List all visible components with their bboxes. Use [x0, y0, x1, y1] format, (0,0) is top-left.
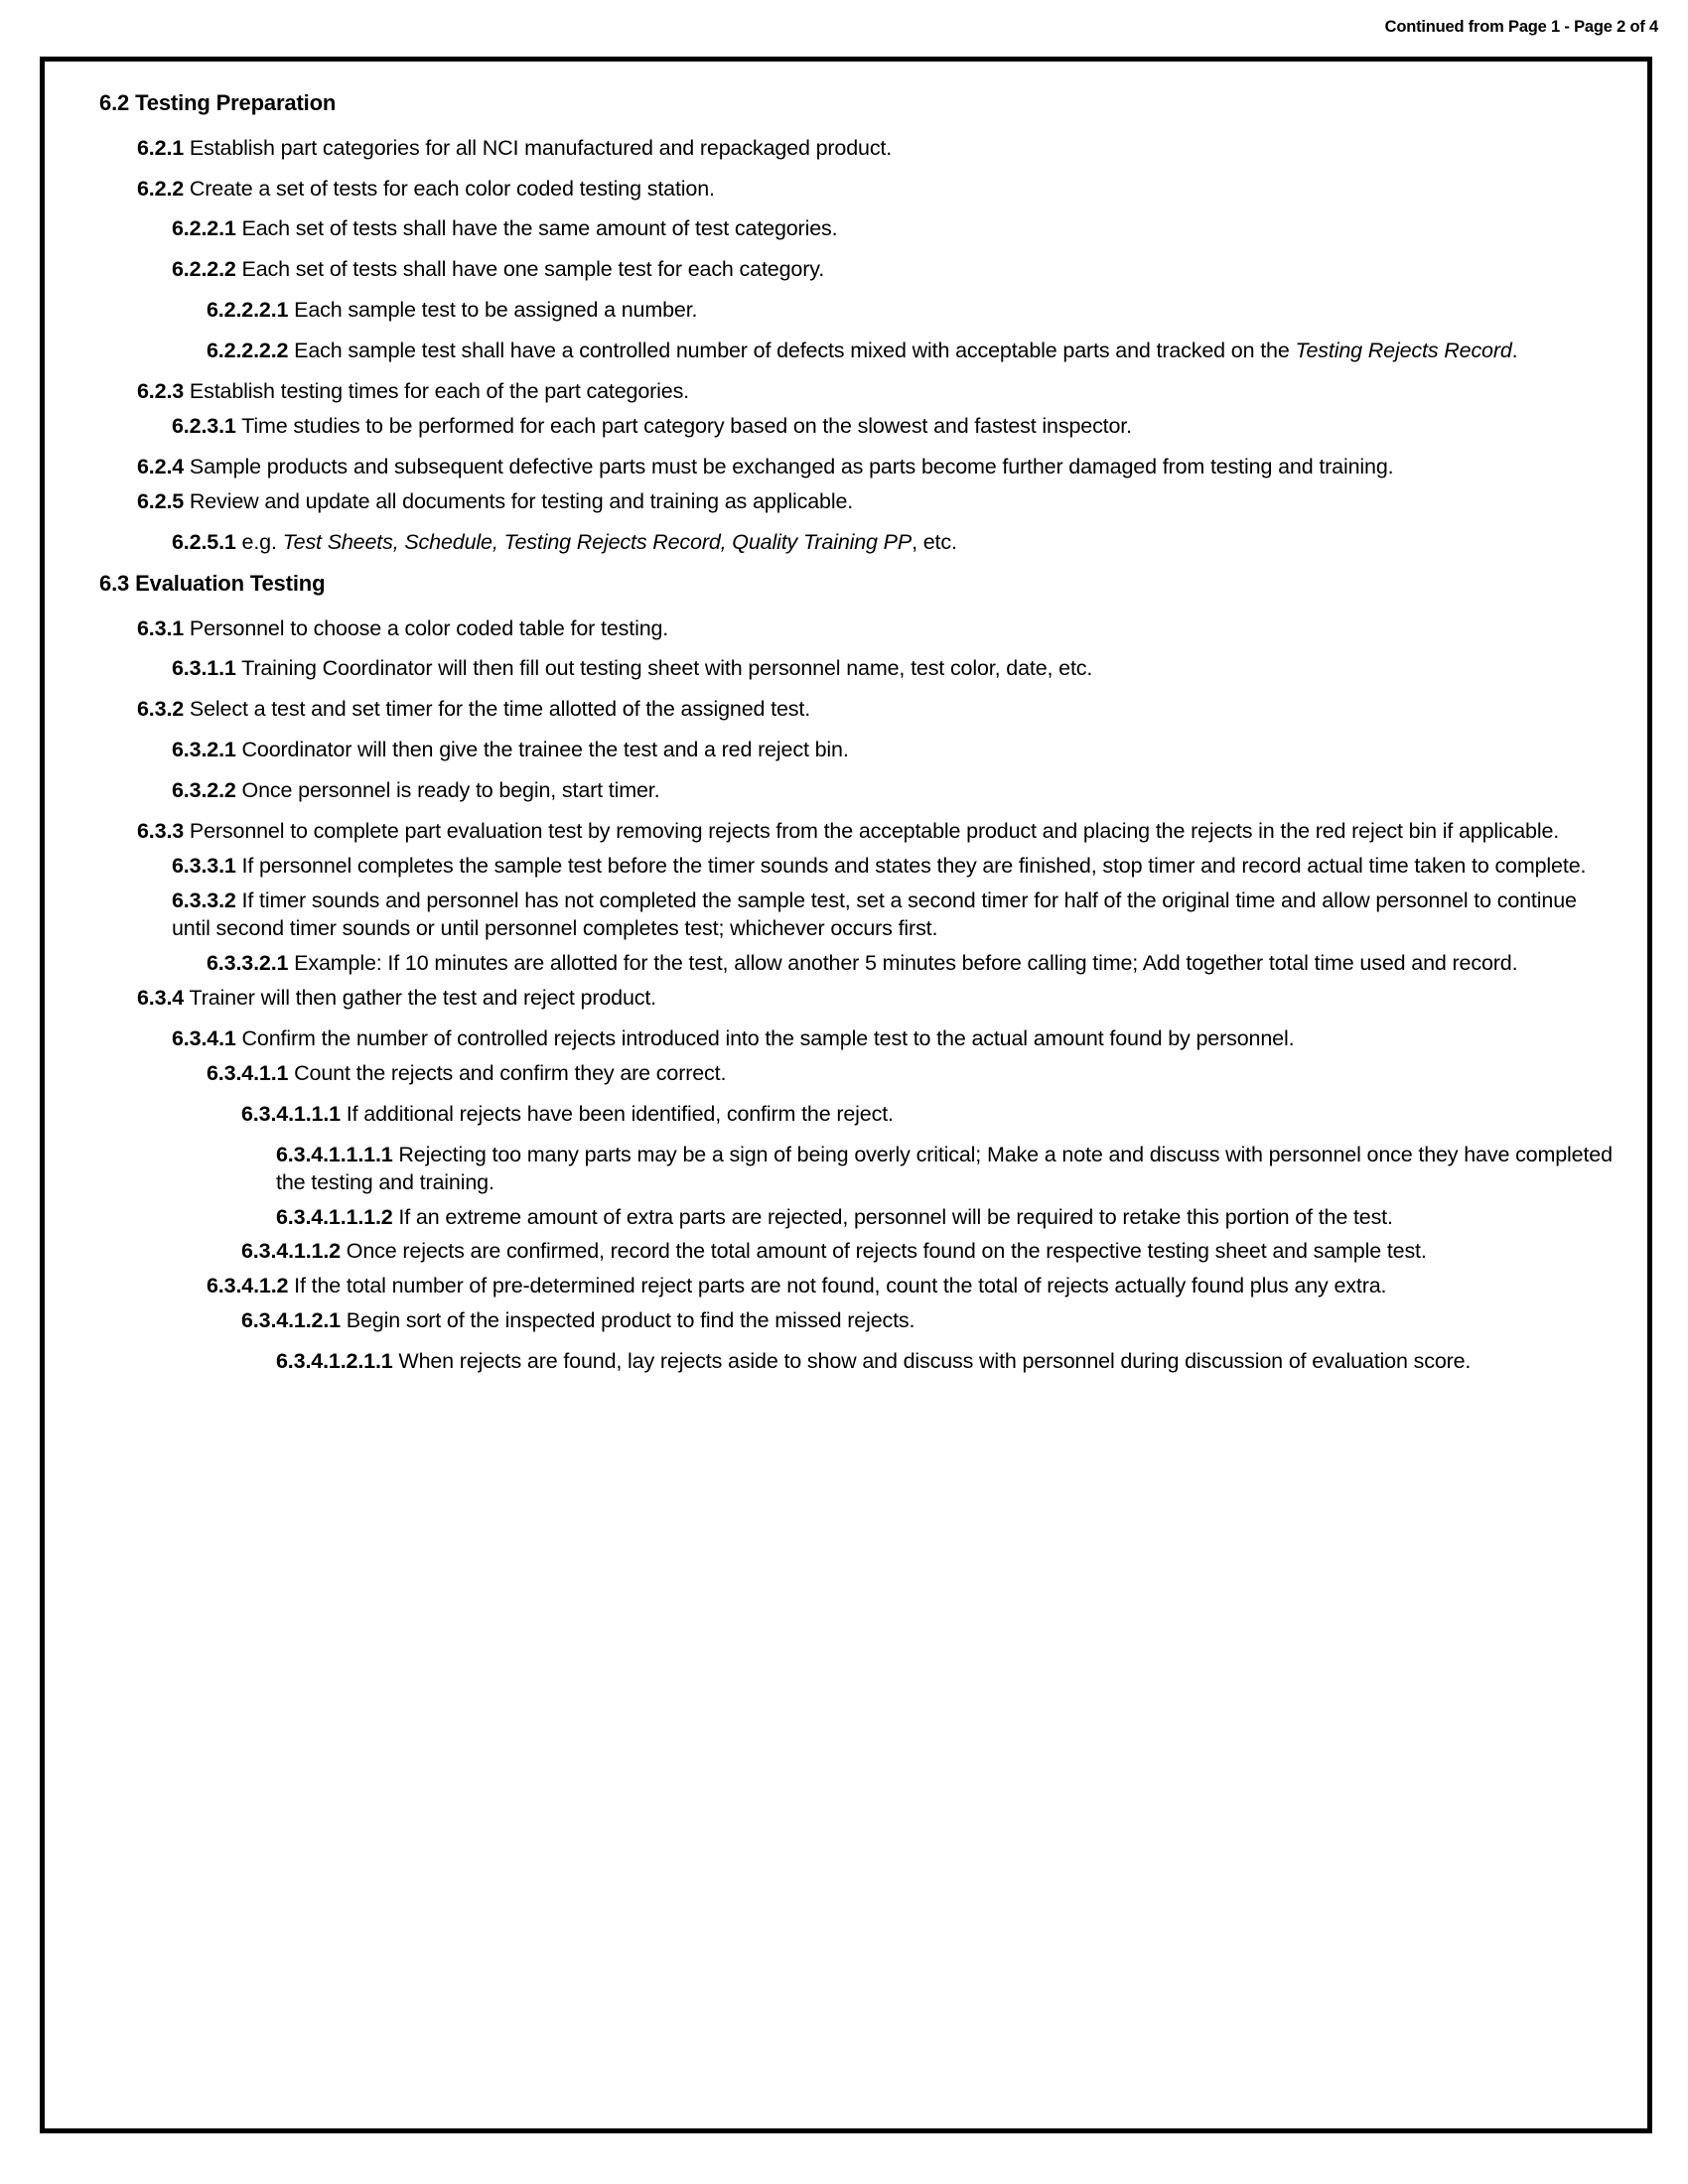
clause-text: Confirm the number of controlled rejects introduced into the sample test to the actual amount found by personnel.: [241, 1025, 1295, 1050]
page-header-continued-note: Continued from Page 1 - Page 2 of 4: [1384, 18, 1658, 36]
clause-number: 6.2.3.1: [172, 414, 236, 439]
section-clause: [77, 1060, 1615, 1088]
clause-number: 6.3.4: [137, 985, 185, 1010]
clause-text: If additional rejects have been identified, confirm the reject.: [346, 1101, 894, 1126]
clause-text: If timer sounds and personnel has not completed the sample test, set a second timer for half of the original time and allow personnel to continue until second timer sounds or until personnel completes test; whichever occurs first.: [172, 888, 1577, 940]
clause-text: e.g.: [241, 529, 283, 554]
clause-number: 6.2.2.2.1: [207, 298, 289, 323]
section-clause: [77, 1101, 1615, 1129]
clause-number: 6.3.4.1.1: [207, 1060, 289, 1085]
clause-text: Establish part categories for all NCI manufactured and repackaged product.: [189, 135, 893, 160]
clause-number: 6.3.3.1: [172, 854, 236, 879]
clause-text: Each set of tests shall have one sample test for each category.: [241, 257, 825, 282]
clause-text: Rejecting too many parts may be a sign of being overly critical; Make a note and discuss with personnel once they have completed the testing and training.: [276, 1142, 1613, 1194]
section-clause: [77, 655, 1615, 683]
section-clause: [77, 256, 1615, 284]
clause-text: Each sample test to be assigned a number.: [294, 298, 698, 323]
clause-text: If the total number of pre-determined reject parts are not found, count the total of rejects actually found plus any extra.: [294, 1274, 1387, 1298]
clause-number: 6.3.4.1.1.1: [241, 1101, 341, 1126]
section-clause: [77, 1142, 1615, 1197]
clause-text: Once personnel is ready to begin, start timer.: [241, 778, 660, 803]
clause-number: 6.3: [99, 570, 130, 596]
clause-text: When rejects are found, lay rejects aside to show and discuss with personnel during discussion of evaluation score.: [398, 1349, 1472, 1374]
section-clause: [77, 950, 1615, 978]
section-clause: [77, 615, 1615, 643]
section-clause: [77, 1025, 1615, 1053]
clause-number: 6.2.2.2.2: [207, 339, 289, 363]
clause-text: Testing Preparation: [135, 90, 337, 115]
clause-text: If personnel completes the sample test before the timer sounds and states they are finished, stop timer and record actual time taken to complete.: [241, 854, 1587, 879]
section-clause: [77, 413, 1615, 441]
section-clause: [77, 696, 1615, 724]
clause-text: Once rejects are confirmed, record the total amount of rejects found on the respective testing sheet and sample test.: [346, 1239, 1427, 1264]
clause-number: 6.2.2: [137, 176, 185, 201]
clause-text: Time studies to be performed for each part category based on the slowest and fastest inspector.: [241, 414, 1132, 439]
clause-text-trailing: , etc.: [912, 529, 957, 554]
clause-number: 6.2.4: [137, 455, 185, 479]
clause-number: 6.3.2.1: [172, 738, 236, 762]
clause-text: Personnel to complete part evaluation test by removing rejects from the acceptable product and placing the rejects in the red reject bin if applicable.: [189, 819, 1560, 844]
clause-text: Create a set of tests for each color coded testing station.: [189, 176, 715, 201]
clause-number: 6.3.4.1.1.1.1: [276, 1142, 393, 1166]
section-clause: [77, 215, 1615, 243]
clause-text: Each sample test shall have a controlled number of defects mixed with acceptable parts and tracked on the: [294, 339, 1296, 363]
section-clause: [77, 1348, 1615, 1376]
section-heading: [77, 570, 1615, 599]
clause-text: Example: If 10 minutes are allotted for the test, allow another 5 minutes before calling time; Add together total time used and record.: [294, 950, 1518, 975]
clause-text: Count the rejects and confirm they are correct.: [294, 1060, 727, 1085]
section-clause: [77, 297, 1615, 325]
clause-number: 6.2.2.1: [172, 216, 236, 241]
clause-number: 6.3.3.2.1: [207, 950, 289, 975]
clause-number: 6.2.5.1: [172, 529, 236, 554]
section-heading: [77, 89, 1615, 118]
clause-number: 6.2.3: [137, 379, 185, 404]
clause-number: 6.2.1: [137, 135, 185, 160]
section-clause: [77, 176, 1615, 204]
clause-number: 6.2: [99, 90, 130, 115]
clause-text-trailing: .: [1511, 339, 1518, 363]
clause-number: 6.3.1.1: [172, 656, 236, 681]
section-clause: [77, 338, 1615, 365]
clause-number: 6.3.1: [137, 615, 185, 640]
section-clause: [77, 737, 1615, 764]
clause-text: Training Coordinator will then fill out testing sheet with personnel name, test color, date, etc.: [241, 656, 1093, 681]
section-clause: [77, 1238, 1615, 1266]
clause-text: Select a test and set timer for the time allotted of the assigned test.: [189, 697, 811, 722]
clause-text: Coordinator will then give the trainee the test and a red reject bin.: [241, 738, 849, 762]
clause-number: 6.3.2: [137, 697, 185, 722]
clause-text: Sample products and subsequent defective parts must be exchanged as parts become further damaged from testing and training.: [189, 455, 1394, 479]
clause-number: 6.2.2.2: [172, 257, 236, 282]
clause-number: 6.3.4.1.2.1: [241, 1308, 341, 1333]
section-clause: [77, 1307, 1615, 1335]
section-clause: [77, 853, 1615, 881]
clause-text: Evaluation Testing: [135, 570, 326, 596]
clause-number: 6.3.4.1.1.1.2: [276, 1204, 393, 1229]
clause-text: Begin sort of the inspected product to find the missed rejects.: [346, 1308, 915, 1333]
clause-text: Personnel to choose a color coded table for testing.: [189, 615, 669, 640]
clause-text: Establish testing times for each of the part categories.: [189, 379, 689, 404]
section-clause: [77, 529, 1615, 557]
clause-document-reference: Testing Rejects Record: [1295, 339, 1512, 363]
section-clause: [77, 887, 1615, 943]
clause-number: 6.3.2.2: [172, 778, 236, 803]
clause-number: 6.3.3.2: [172, 888, 236, 913]
clause-number: 6.3.4.1: [172, 1025, 236, 1050]
section-clause: [77, 454, 1615, 481]
clause-text: Review and update all documents for testing and training as applicable.: [189, 489, 854, 514]
document-body: [52, 68, 1640, 1403]
clause-number: 6.3.4.1.2.1.1: [276, 1349, 393, 1374]
section-clause: [77, 135, 1615, 163]
clause-number: 6.3.4.1.2: [207, 1274, 289, 1298]
section-clause: [77, 378, 1615, 406]
clause-number: 6.3.3: [137, 819, 185, 844]
clause-number: 6.2.5: [137, 489, 185, 514]
clause-text: Each set of tests shall have the same amount of test categories.: [241, 216, 838, 241]
section-clause: [77, 1204, 1615, 1232]
clause-text: If an extreme amount of extra parts are rejected, personnel will be required to retake this portion of the test.: [398, 1204, 1393, 1229]
section-clause: [77, 488, 1615, 516]
section-clause: [77, 777, 1615, 805]
clause-number: 6.3.4.1.1.2: [241, 1239, 341, 1264]
section-clause: [77, 985, 1615, 1013]
clause-document-reference: Test Sheets, Schedule, Testing Rejects Record, Quality Training PP: [282, 529, 913, 554]
section-clause: [77, 1273, 1615, 1300]
clause-text: Trainer will then gather the test and reject product.: [189, 985, 656, 1010]
section-clause: [77, 818, 1615, 846]
